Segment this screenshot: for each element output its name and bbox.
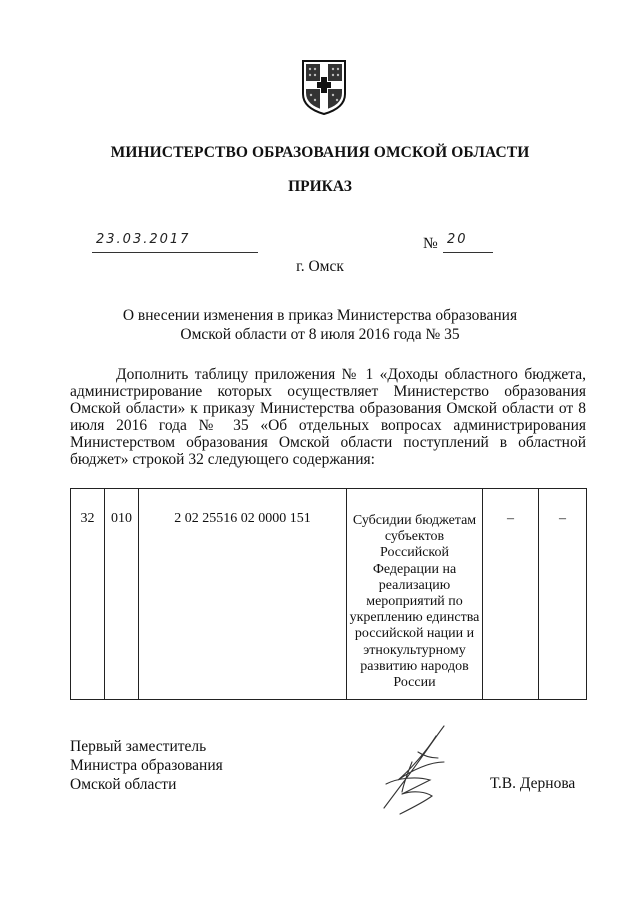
- subject-line-1: О внесении изменения в приказ Министерства образования: [122, 307, 518, 324]
- handwritten-signature: [372, 722, 458, 818]
- subject-line-2: Омской области от 8 июля 2016 года № 35: [180, 325, 460, 343]
- signer-position: [70, 737, 223, 794]
- document-type: ПРИКАЗ: [288, 178, 352, 195]
- empty-value-cell-2: –: [539, 489, 587, 700]
- signer-position-line-1: Первый заместитель: [70, 738, 207, 755]
- signer-name: Т.В. Дернова: [490, 775, 576, 792]
- empty-value-cell-1: –: [483, 489, 539, 700]
- admin-code-cell: 010: [105, 489, 139, 700]
- order-number: 20: [447, 232, 468, 247]
- order-date: 23.03.2017: [96, 232, 191, 247]
- row-number-cell: 32: [71, 489, 105, 700]
- income-table: [70, 488, 587, 700]
- budget-code-cell: 2 02 25516 02 0000 151: [139, 489, 347, 700]
- order-subject: [100, 307, 540, 344]
- signer-position-line-3: Омской области: [70, 776, 177, 793]
- ministry-title: МИНИСТЕРСТВО ОБРАЗОВАНИЯ ОМСКОЙ ОБЛАСТИ: [110, 144, 530, 161]
- table-row: [71, 489, 587, 700]
- signer-position-line-2: Министра образования: [70, 757, 223, 774]
- city: г. Омск: [296, 258, 344, 275]
- income-description-cell: Субсидии бюджетам субъектов Российской Федерации на реализацию мероприятий по укреплению единства российской нации и этнокультурному развитию народов России: [347, 489, 483, 700]
- body-paragraph: Дополнить таблицу приложения № 1 «Доходы областного бюджета, администрирование которых осуществляет Министерство образования Омской области» к приказу Министерства образования Омской области от 8 июля 2016 года № 35 «Об отдельных вопросах администрирования Министерством образования Омской области поступлений в областной бюджет» строкой 32 следующего содержания:: [70, 366, 586, 468]
- coat-of-arms-emblem: [300, 58, 348, 116]
- number-sign: №: [423, 235, 438, 252]
